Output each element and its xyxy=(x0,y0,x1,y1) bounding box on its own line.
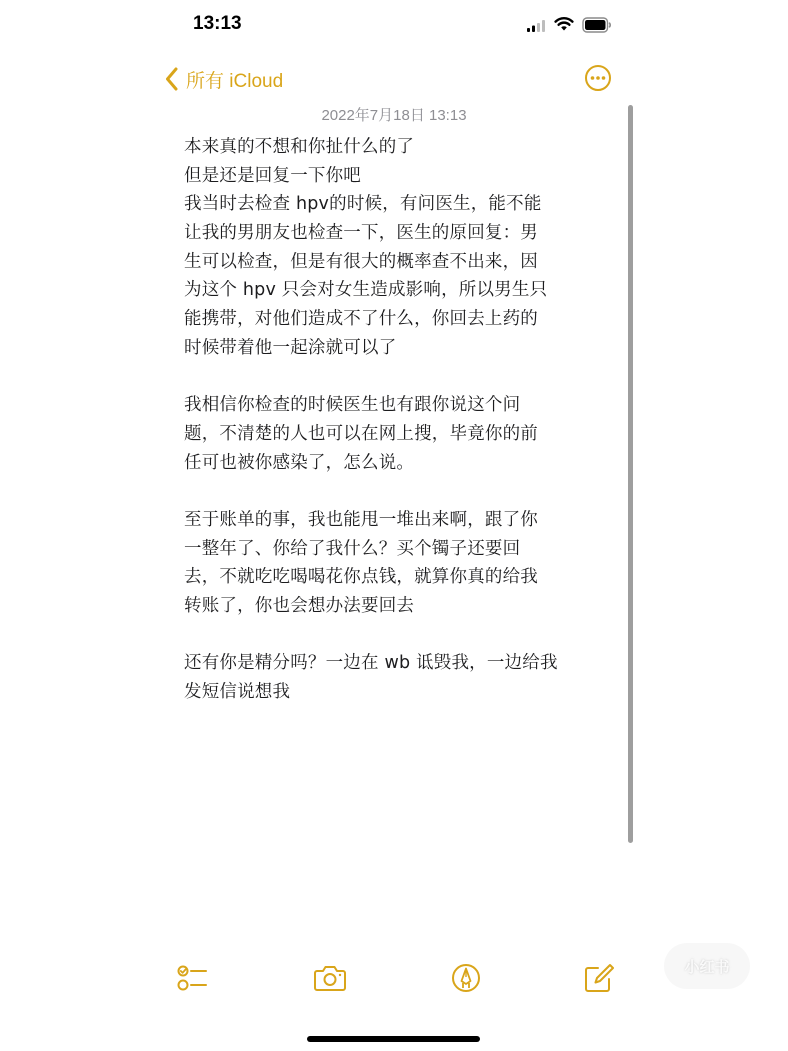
note-line: 一整年了、你给了我什么？买个镯子还要回 xyxy=(184,538,521,559)
note-line: 生可以检查，但是有很大的概率查不出来，因 xyxy=(184,251,538,272)
status-time: 13:13 xyxy=(193,13,242,34)
watermark-logo: 小红书 xyxy=(664,943,750,989)
nav-bar xyxy=(0,58,788,102)
ellipsis-circle-icon[interactable] xyxy=(584,64,612,92)
note-line: 我相信你检查的时候医生也有跟你说这个问 xyxy=(184,395,521,416)
note-line: 能携带，对他们造成不了什么，你回去上药的 xyxy=(184,309,538,330)
note-line: 任可也被你感染了，怎么说。 xyxy=(184,452,415,473)
note-blank-line xyxy=(184,621,604,650)
checklist-icon[interactable] xyxy=(176,962,208,994)
back-button-label: 所有 iCloud xyxy=(186,70,284,92)
wifi-icon xyxy=(554,16,574,32)
back-button[interactable] xyxy=(165,64,283,94)
compose-icon[interactable] xyxy=(584,962,614,994)
chevron-left-icon xyxy=(165,67,179,91)
note-line: 转账了，你也会想办法要回去 xyxy=(184,596,415,616)
note-blank-line xyxy=(184,477,604,506)
note-line: 本来真的不想和你扯什么的了 xyxy=(184,137,415,157)
camera-icon[interactable] xyxy=(313,962,347,994)
battery-icon xyxy=(582,17,612,33)
note-line: 还有你是精分吗？一边在 wb 诋毁我，一边给我 xyxy=(184,653,558,674)
note-line: 题，不清楚的人也可以在网上搜，毕竟你的前 xyxy=(184,423,538,444)
cellular-signal-icon xyxy=(527,20,545,32)
markup-pen-icon[interactable] xyxy=(450,962,482,994)
bottom-toolbar xyxy=(0,962,788,1012)
note-line: 至于账单的事，我也能甩一堆出来啊，跟了你 xyxy=(184,509,538,530)
status-bar xyxy=(0,0,788,52)
note-date: 2022年7月18日 13:13 xyxy=(321,107,467,124)
note-line: 发短信说想我 xyxy=(184,682,291,703)
note-line: 但是还是回复一下你吧 xyxy=(184,165,361,186)
note-line: 时候带着他一起涂就可以了 xyxy=(184,337,397,358)
note-line: 去，不就吃吃喝喝花你点钱，就算你真的给我 xyxy=(184,567,538,588)
note-line: 为这个 hpv 只会对女生造成影响，所以男生只 xyxy=(184,280,548,301)
note-line: 我当时去检查 hpv的时候，有问医生，能不能 xyxy=(184,194,542,215)
note-blank-line xyxy=(184,363,604,392)
note-body[interactable] xyxy=(184,133,604,707)
scrollbar[interactable] xyxy=(628,105,633,843)
home-indicator[interactable] xyxy=(307,1036,480,1042)
note-line: 让我的男朋友也检查一下，医生的原回复：男 xyxy=(184,223,538,244)
